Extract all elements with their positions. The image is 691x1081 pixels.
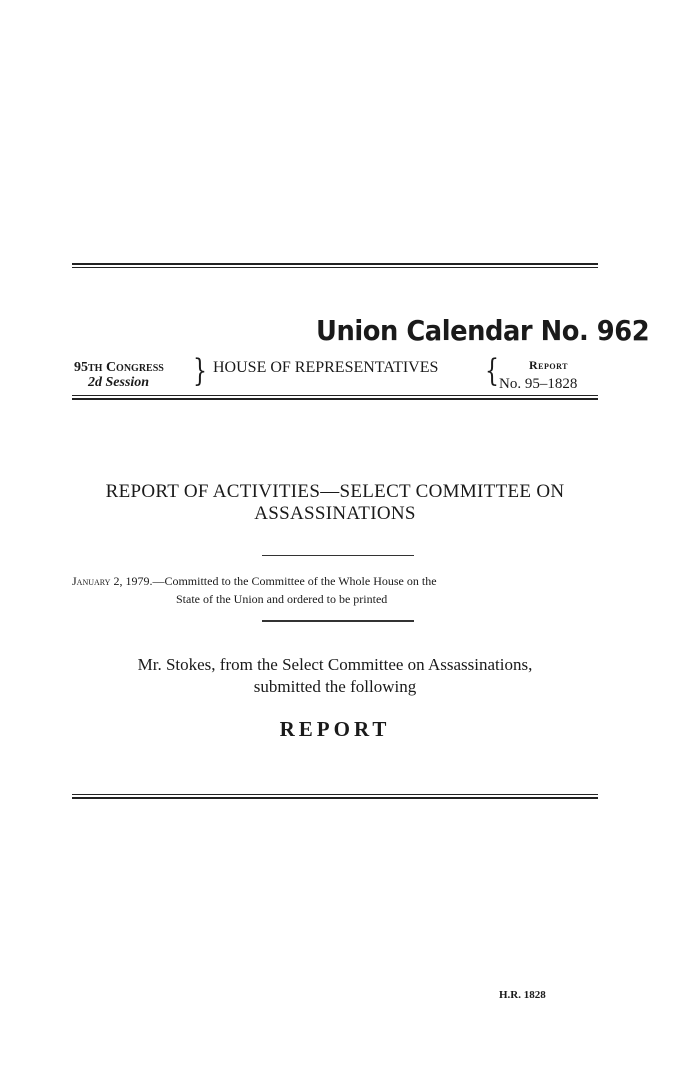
congress-label: 95th Congress: [74, 360, 164, 375]
divider-short-1: [262, 555, 414, 556]
header-rule-thick: [72, 398, 598, 400]
referral-text1: .—Committed to the Committee of the Whole House on the: [149, 574, 437, 588]
report-heading: REPORT: [279, 717, 391, 741]
bill-number: H.R. 1828: [499, 989, 546, 1001]
referral-line1: [72, 574, 437, 589]
submission-statement: [72, 654, 598, 698]
bottom-rule-thick: [72, 797, 598, 799]
top-rule-thick: [72, 263, 598, 265]
document-title-line1: REPORT OF ACTIVITIES—SELECT COMMITTEE ON: [105, 481, 565, 502]
left-brace-icon: }: [193, 354, 207, 390]
submission-line2: submitted the following: [253, 677, 417, 696]
chamber-heading: HOUSE OF REPRESENTATIVES: [213, 359, 439, 376]
submission-line1: Mr. Stokes, from the Select Committee on Assassinations,: [137, 655, 533, 674]
document-title: [72, 481, 598, 525]
referral-line2: State of the Union and ordered to be printed: [176, 592, 388, 606]
top-rule-thin: [72, 267, 598, 268]
session-label: 2d Session: [88, 375, 150, 390]
report-number: No. 95–1828: [499, 376, 578, 392]
header-rule-thin: [72, 395, 598, 396]
divider-short-2: [262, 620, 414, 622]
report-type-label: Report: [529, 358, 568, 372]
union-calendar-title: Union Calendar No. 962: [316, 314, 650, 347]
document-title-line2: ASSASSINATIONS: [254, 503, 416, 524]
referral-date: January 2, 1979: [72, 574, 150, 588]
right-brace-icon: {: [485, 354, 499, 390]
bottom-rule-thin: [72, 794, 598, 795]
